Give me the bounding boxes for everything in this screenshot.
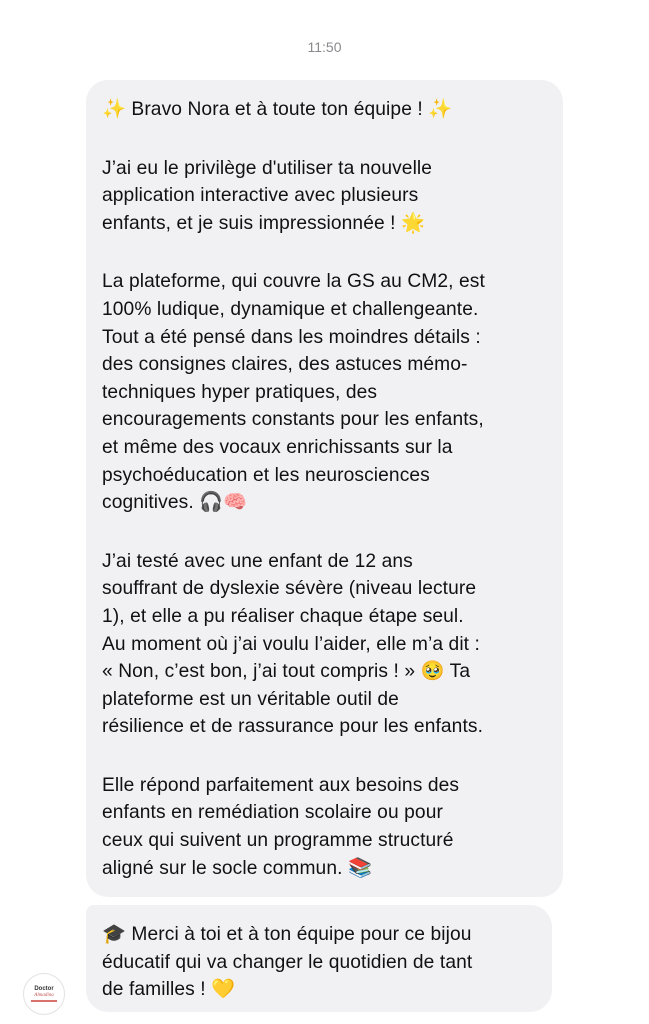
message-text-line: encouragements constants pour les enfants, — [102, 409, 484, 431]
message-text-line: aligné sur le socle commun. 📚 — [102, 857, 372, 879]
avatar-logo-bar — [31, 1000, 57, 1002]
message-text-line: de familles ! 💛 — [102, 979, 236, 1001]
message-text-line: 1), et elle a pu réaliser chaque étape seul. — [102, 605, 464, 627]
message-text-line: cognitives. 🎧🧠 — [102, 492, 248, 514]
avatar-logo-subtext: Almadina — [34, 993, 54, 998]
message-text-line: application interactive avec plusieurs — [102, 185, 419, 207]
message-paragraph — [102, 921, 536, 1004]
avatar-logo-text: Doctor — [34, 986, 54, 992]
message-paragraph — [102, 548, 547, 741]
message-text-line: ceux qui suivent un programme structuré — [102, 830, 454, 852]
message-text-line: 🎓 Merci à toi et à ton équipe pour ce bijou — [102, 924, 472, 945]
message-text-line: des consignes claires, des astuces mémo- — [102, 354, 468, 376]
message-text-line: J’ai eu le privilège d'utiliser ta nouvelle — [102, 157, 433, 179]
message-text-line: Au moment où j’ai voulu l’aider, elle m’a dit : — [102, 633, 480, 655]
message-text-line: enfants en remédiation scolaire ou pour — [102, 802, 443, 824]
message-paragraph — [102, 96, 547, 124]
avatar[interactable] — [23, 973, 65, 1015]
message-text-line: « Non, c’est bon, j’ai tout compris ! » 🥹 Ta — [102, 661, 471, 683]
message-bubble[interactable] — [86, 80, 563, 897]
message-text-line: résilience et de rassurance pour les enfants. — [102, 716, 483, 738]
message-paragraph — [102, 155, 547, 238]
message-text-line: plateforme est un véritable outil de — [102, 688, 399, 710]
message-text-line: La plateforme, qui couvre la GS au CM2, est — [102, 271, 485, 293]
message-text-line: souffrant de dyslexie sévère (niveau lecture — [102, 578, 477, 600]
message-text-line: techniques hyper pratiques, des — [102, 381, 378, 403]
message-paragraph — [102, 268, 547, 516]
message-text-line: enfants, et je suis impressionnée ! 🌟 — [102, 212, 426, 234]
message-text-line: ✨ Bravo Nora et à toute ton équipe ! ✨ — [102, 99, 453, 120]
message-text-line: J’ai testé avec une enfant de 12 ans — [102, 550, 413, 572]
message-text-line: Tout a été pensé dans les moindres détails : — [102, 326, 481, 348]
message-text-line: 100% ludique, dynamique et challengeante. — [102, 298, 479, 320]
message-bubble[interactable] — [86, 905, 552, 1012]
message-timestamp: 11:50 — [307, 39, 342, 55]
message-text-line: éducatif qui va changer le quotidien de tant — [102, 951, 473, 973]
message-paragraph — [102, 772, 547, 882]
message-text-line: Elle répond parfaitement aux besoins des — [102, 774, 460, 796]
message-text-line: et même des vocaux enrichissants sur la — [102, 436, 453, 458]
message-text-line: psychoéducation et les neurosciences — [102, 464, 430, 486]
